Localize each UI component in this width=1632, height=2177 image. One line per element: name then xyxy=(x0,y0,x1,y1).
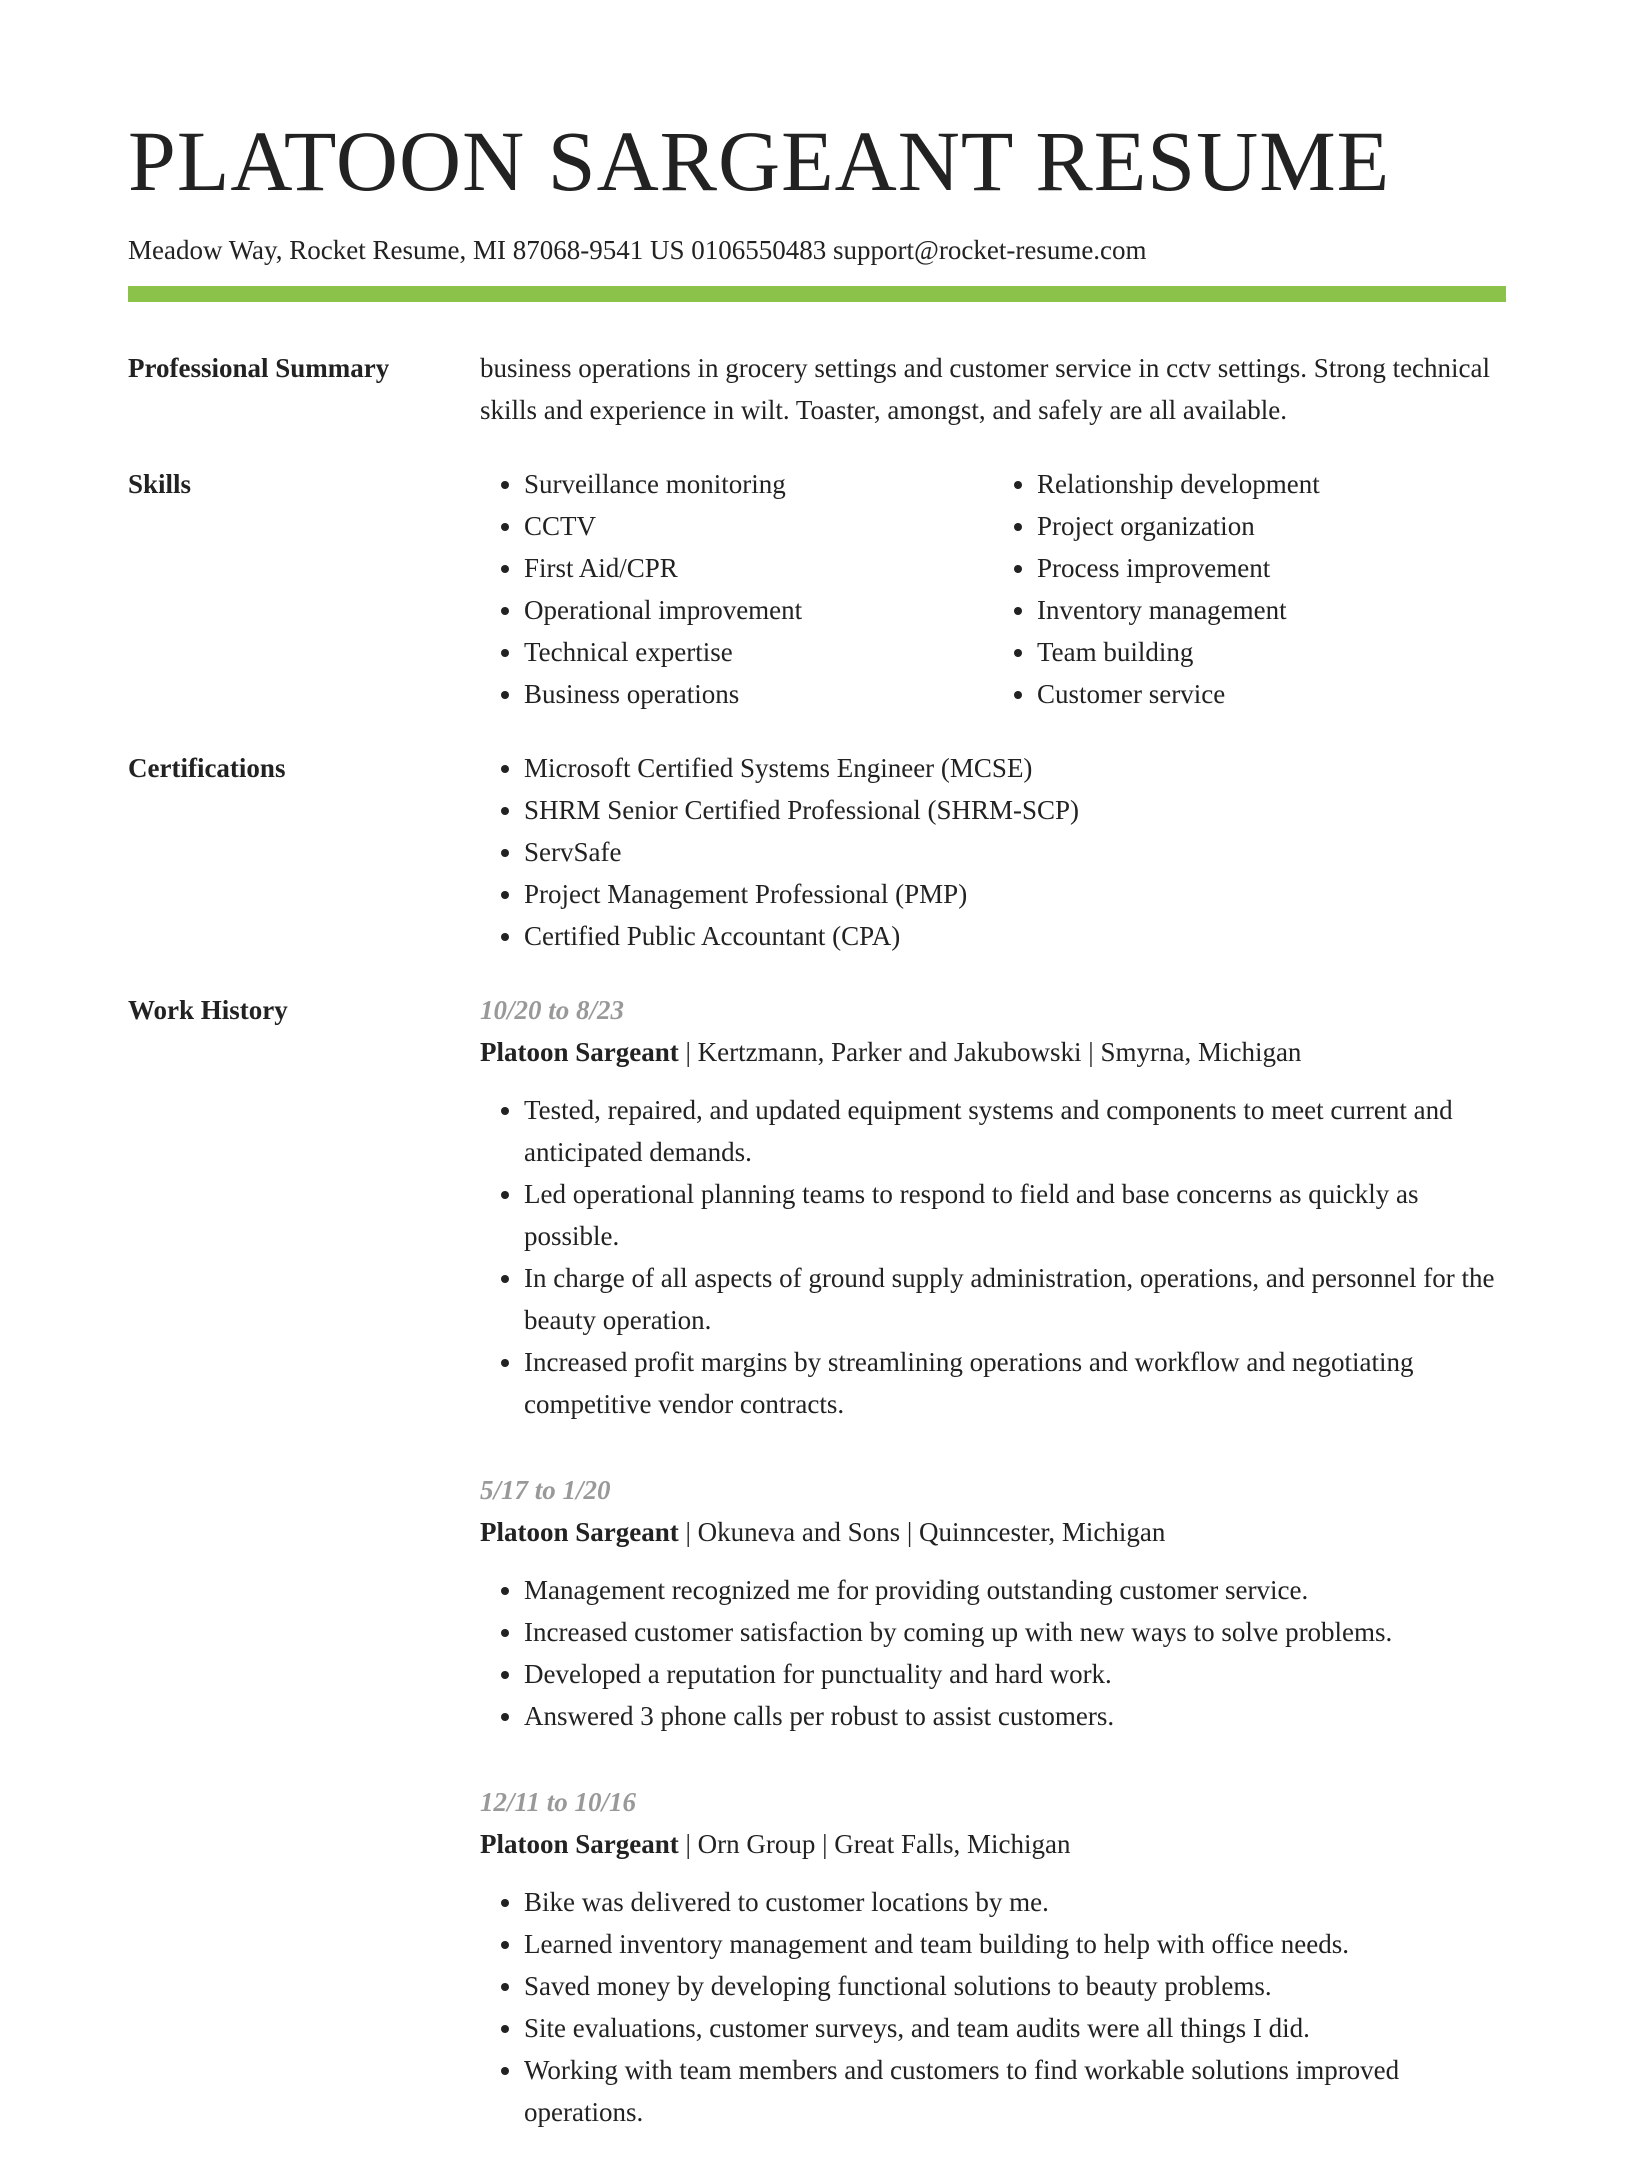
job-heading xyxy=(480,1511,1506,1553)
job-bullet: • Management recognized me for providing outstanding customer service. xyxy=(524,1569,1506,1611)
skill-item: • Project organization xyxy=(1037,505,1506,547)
job-bullet: • Answered 3 phone calls per robust to assist customers. xyxy=(524,1695,1506,1737)
header-divider xyxy=(128,286,1506,302)
contact-line xyxy=(128,232,1147,268)
skill-item: • Inventory management xyxy=(1037,589,1506,631)
job-dates: 5/17 to 1/20 xyxy=(480,1475,611,1505)
job-bullet: • Led operational planning teams to respond to field and base concerns as quickly as possible. xyxy=(524,1173,1506,1257)
skill-item: • Relationship development xyxy=(1037,463,1506,505)
job-bullet: • Developed a reputation for punctuality and hard work. xyxy=(524,1653,1506,1695)
certification-item: • Microsoft Certified Systems Engineer (MCSE) xyxy=(524,747,1506,789)
summary-body xyxy=(480,347,1506,431)
job-bullet: • Learned inventory management and team building to help with office needs. xyxy=(524,1923,1506,1965)
job-heading xyxy=(480,1031,1506,1073)
certifications-list xyxy=(480,747,1506,957)
job-bullets xyxy=(480,1089,1506,1425)
job-bullets xyxy=(480,1881,1506,2133)
skills-list-left xyxy=(480,463,993,715)
skill-item: • Customer service xyxy=(1037,673,1506,715)
contact-address: Meadow Way, Rocket Resume, MI 87068-9541 US xyxy=(128,235,685,265)
work-history-heading: Work History xyxy=(128,995,288,1025)
skill-item: • Process improvement xyxy=(1037,547,1506,589)
job-bullet: • Site evaluations, customer surveys, and team audits were all things I did. xyxy=(524,2007,1506,2049)
certifications-heading: Certifications xyxy=(128,753,286,783)
job-entry xyxy=(480,989,1506,1425)
job-entry xyxy=(480,1469,1506,1737)
skills-body xyxy=(480,463,1506,715)
certification-item: • SHRM Senior Certified Professional (SHRM-SCP) xyxy=(524,789,1506,831)
job-dates: 12/11 to 10/16 xyxy=(480,1787,637,1817)
job-bullet: • In charge of all aspects of ground supply administration, operations, and personnel for the beauty operation. xyxy=(524,1257,1506,1341)
job-bullet: • Increased profit margins by streamlining operations and workflow and negotiating competitive vendor contracts. xyxy=(524,1341,1506,1425)
job-heading xyxy=(480,1823,1506,1865)
job-employer-location: | Orn Group | Great Falls, Michigan xyxy=(685,1829,1071,1859)
certification-item: • ServSafe xyxy=(524,831,1506,873)
skill-item: • Operational improvement xyxy=(524,589,993,631)
work-history-body xyxy=(480,989,1506,2177)
job-bullets xyxy=(480,1569,1506,1737)
skill-item: • Surveillance monitoring xyxy=(524,463,993,505)
contact-email: support@rocket-resume.com xyxy=(833,235,1147,265)
skill-item: • Business operations xyxy=(524,673,993,715)
skill-item: • CCTV xyxy=(524,505,993,547)
job-employer-location: | Kertzmann, Parker and Jakubowski | Smyrna, Michigan xyxy=(685,1037,1302,1067)
job-dates: 10/20 to 8/23 xyxy=(480,995,625,1025)
skill-item: • First Aid/CPR xyxy=(524,547,993,589)
job-entry xyxy=(480,1781,1506,2133)
summary-heading: Professional Summary xyxy=(128,353,390,383)
job-bullet: • Bike was delivered to customer locations by me. xyxy=(524,1881,1506,1923)
certifications-body xyxy=(480,747,1506,957)
skills-heading: Skills xyxy=(128,469,192,499)
job-bullet: • Saved money by developing functional solutions to beauty problems. xyxy=(524,1965,1506,2007)
job-bullet: • Working with team members and customers to find workable solutions improved operations. xyxy=(524,2049,1506,2133)
summary-text: business operations in grocery settings and customer service in cctv settings. Strong technical skills and experience in wilt. Toaster, amongst, and safely are all available. xyxy=(480,353,1491,425)
job-bullet: • Tested, repaired, and updated equipment systems and components to meet current and anticipated demands. xyxy=(524,1089,1506,1173)
job-title: Platoon Sargeant xyxy=(480,1829,679,1859)
job-title: Platoon Sargeant xyxy=(480,1517,679,1547)
resume-title: PLATOON SARGEANT RESUME xyxy=(128,113,1391,209)
certification-item: • Certified Public Accountant (CPA) xyxy=(524,915,1506,957)
job-bullet: • Increased customer satisfaction by coming up with new ways to solve problems. xyxy=(524,1611,1506,1653)
skills-list-right xyxy=(993,463,1506,715)
skill-item: • Technical expertise xyxy=(524,631,993,673)
job-employer-location: | Okuneva and Sons | Quinncester, Michigan xyxy=(685,1517,1166,1547)
skill-item: • Team building xyxy=(1037,631,1506,673)
certification-item: • Project Management Professional (PMP) xyxy=(524,873,1506,915)
contact-phone: 0106550483 xyxy=(691,235,827,265)
job-title: Platoon Sargeant xyxy=(480,1037,679,1067)
